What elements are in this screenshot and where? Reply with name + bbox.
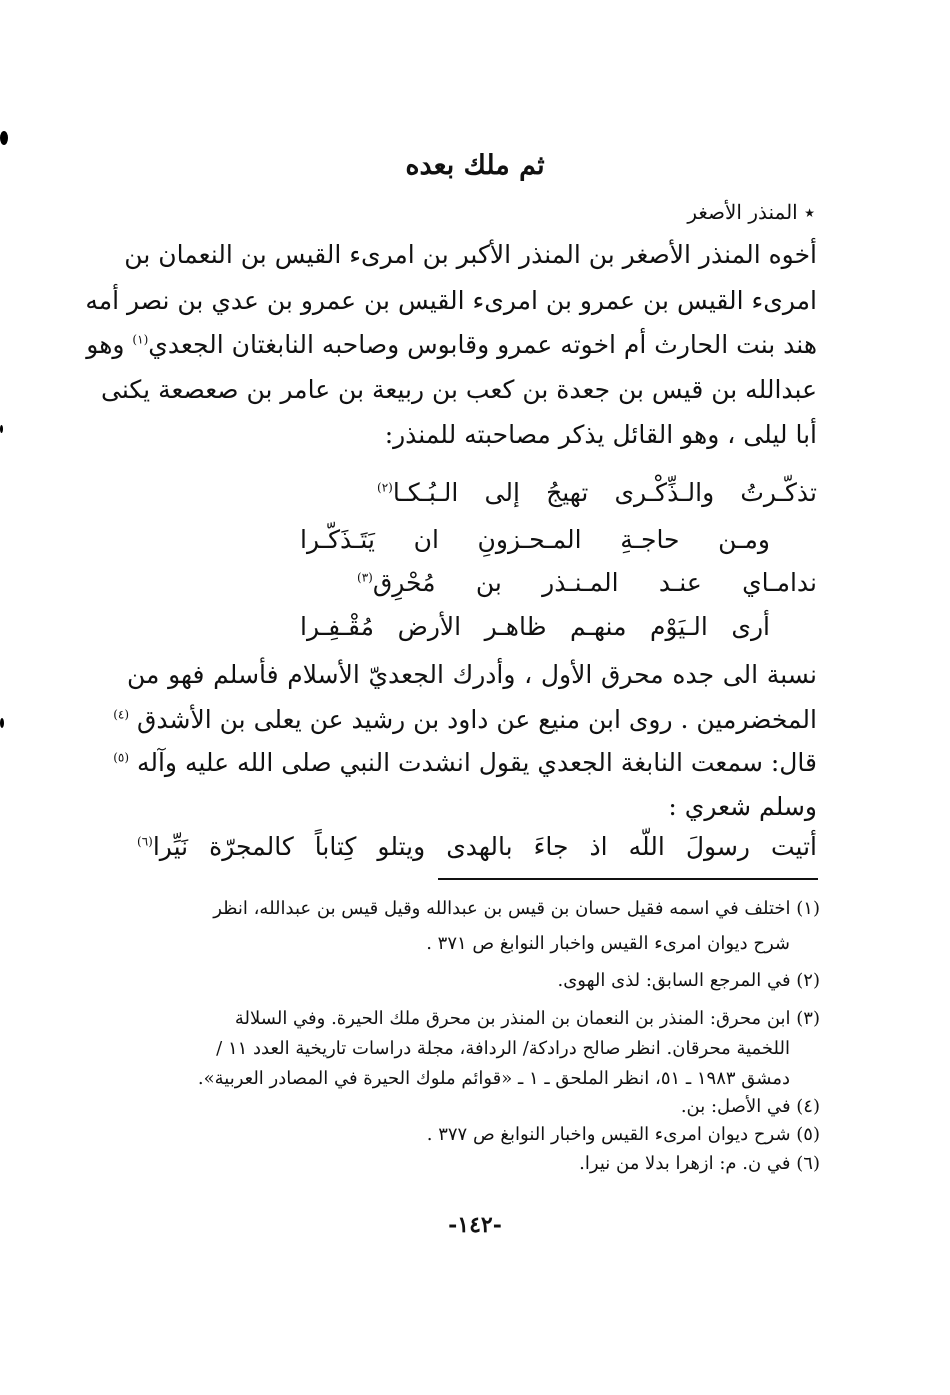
body-text: هند بنت الحارث أم اخوته عمرو وقابوس وصاحبه النابغتان الجعدي bbox=[148, 330, 817, 359]
verse-line bbox=[300, 612, 770, 641]
page-title: ثم ملك بعده bbox=[405, 150, 545, 181]
body-line: أخوه المنذر الأصغر بن المنذر الأكبر بن امرىء القيس بن النعمان بن bbox=[124, 240, 817, 269]
verse-line bbox=[357, 568, 817, 597]
body-line: امرىء القيس بن عمرو بن امرىء القيس بن عمرو بن عدي بن نصر أمه bbox=[85, 286, 817, 315]
body-line: أبا ليلى ، وهو القائل يذكر مصاحبته للمنذر: bbox=[384, 420, 817, 449]
scan-edge-mark bbox=[0, 718, 4, 728]
footnote: (٣) ابن محرق: المنذر بن النعمان بن المنذر بن محرق ملك الحيرة. وفي السلالة bbox=[234, 1008, 820, 1029]
verse-text: ومـن حاجـةِ المـحـزونِ ان يَتَـذَكّـرا bbox=[300, 525, 770, 554]
footnote-ref: (٤) bbox=[113, 707, 130, 722]
footnote: (٤) في الأصل: بن. bbox=[680, 1096, 820, 1117]
footnote: (٦) في ن. م: ازهرا بدلا من نيرا. bbox=[579, 1153, 820, 1174]
verse-text: أرى الـيَوْم منهـم ظاهـر الأرض مُقْـفِـرا bbox=[300, 612, 770, 641]
scan-edge-mark bbox=[0, 131, 8, 145]
section-subheading: ٭ المنذر الأصغر bbox=[687, 200, 815, 224]
body-text: المخضرمين . روى ابن منيع عن داود بن رشيد عن يعلى بن الأشدق bbox=[137, 705, 817, 734]
verse-line bbox=[300, 525, 770, 554]
body-text: قال: سمعت النابغة الجعدي يقول انشدت النبي صلى الله عليه وآله bbox=[136, 748, 817, 777]
footnote: (٢) في المرجع السابق: لذى الهوى. bbox=[557, 970, 820, 991]
body-line: وسلم شعري : bbox=[668, 792, 817, 821]
verse-text: أتيت رسولَ اللّه اذ جاءَ بالهدى ويتلو كِتاباً كالمجرّة نَيِّرا bbox=[152, 832, 817, 861]
body-line: عبدالله بن قيس بن جعدة بن كعب بن ربيعة بن عامر بن صعصعة يكنى bbox=[100, 375, 817, 404]
verse-text: ندامـاي عنـد المـنـذر بن مُحْرِق bbox=[372, 568, 817, 597]
footnote-ref: (١) bbox=[132, 332, 149, 347]
footnote-ref: (٦) bbox=[137, 834, 153, 849]
footnote-separator bbox=[438, 878, 818, 880]
body-line bbox=[113, 705, 817, 734]
footnote: (١) اختلف في اسمه فقيل حسان بن قيس بن عبدالله وقيل قيس بن عبدالله، انظر bbox=[213, 898, 820, 919]
verse-line bbox=[377, 478, 817, 507]
scan-edge-mark bbox=[0, 425, 3, 433]
footnote: (٥) شرح ديوان امرىء القيس واخبار النوابغ ص ٣٧٧ . bbox=[426, 1124, 820, 1145]
footnote: اللخمية محرقان. انظر صالح درادكة/ الردافة، مجلة دراسات تاريخية العدد ١١ / bbox=[216, 1038, 790, 1059]
footnote-ref: (٥) bbox=[113, 750, 130, 765]
body-text: وهو bbox=[86, 330, 125, 359]
verse-text: تذكّـرتُ والـذِّكْـرى تهيجُ إلى الـبُـكـا bbox=[392, 478, 817, 507]
footnote: دمشق ١٩٨٣ ـ ٥١، انظر الملحق ـ ١ ـ «قوائم ملوك الحيرة في المصادر العربية». bbox=[197, 1068, 790, 1089]
body-line: نسبة الى جده محرق الأول ، وأدرك الجعديّ الأسلام فأسلم فهو من bbox=[127, 660, 817, 689]
footnote: شرح ديوان امرىء القيس واخبار النوابغ ص ٣٧١ . bbox=[426, 933, 790, 954]
footnote-ref: (٢) bbox=[377, 480, 393, 495]
page-number: -١٤٢- bbox=[448, 1212, 502, 1238]
footnote-ref: (٣) bbox=[357, 570, 373, 585]
verse-line bbox=[137, 832, 817, 861]
body-line bbox=[113, 748, 817, 777]
body-line bbox=[86, 330, 817, 359]
